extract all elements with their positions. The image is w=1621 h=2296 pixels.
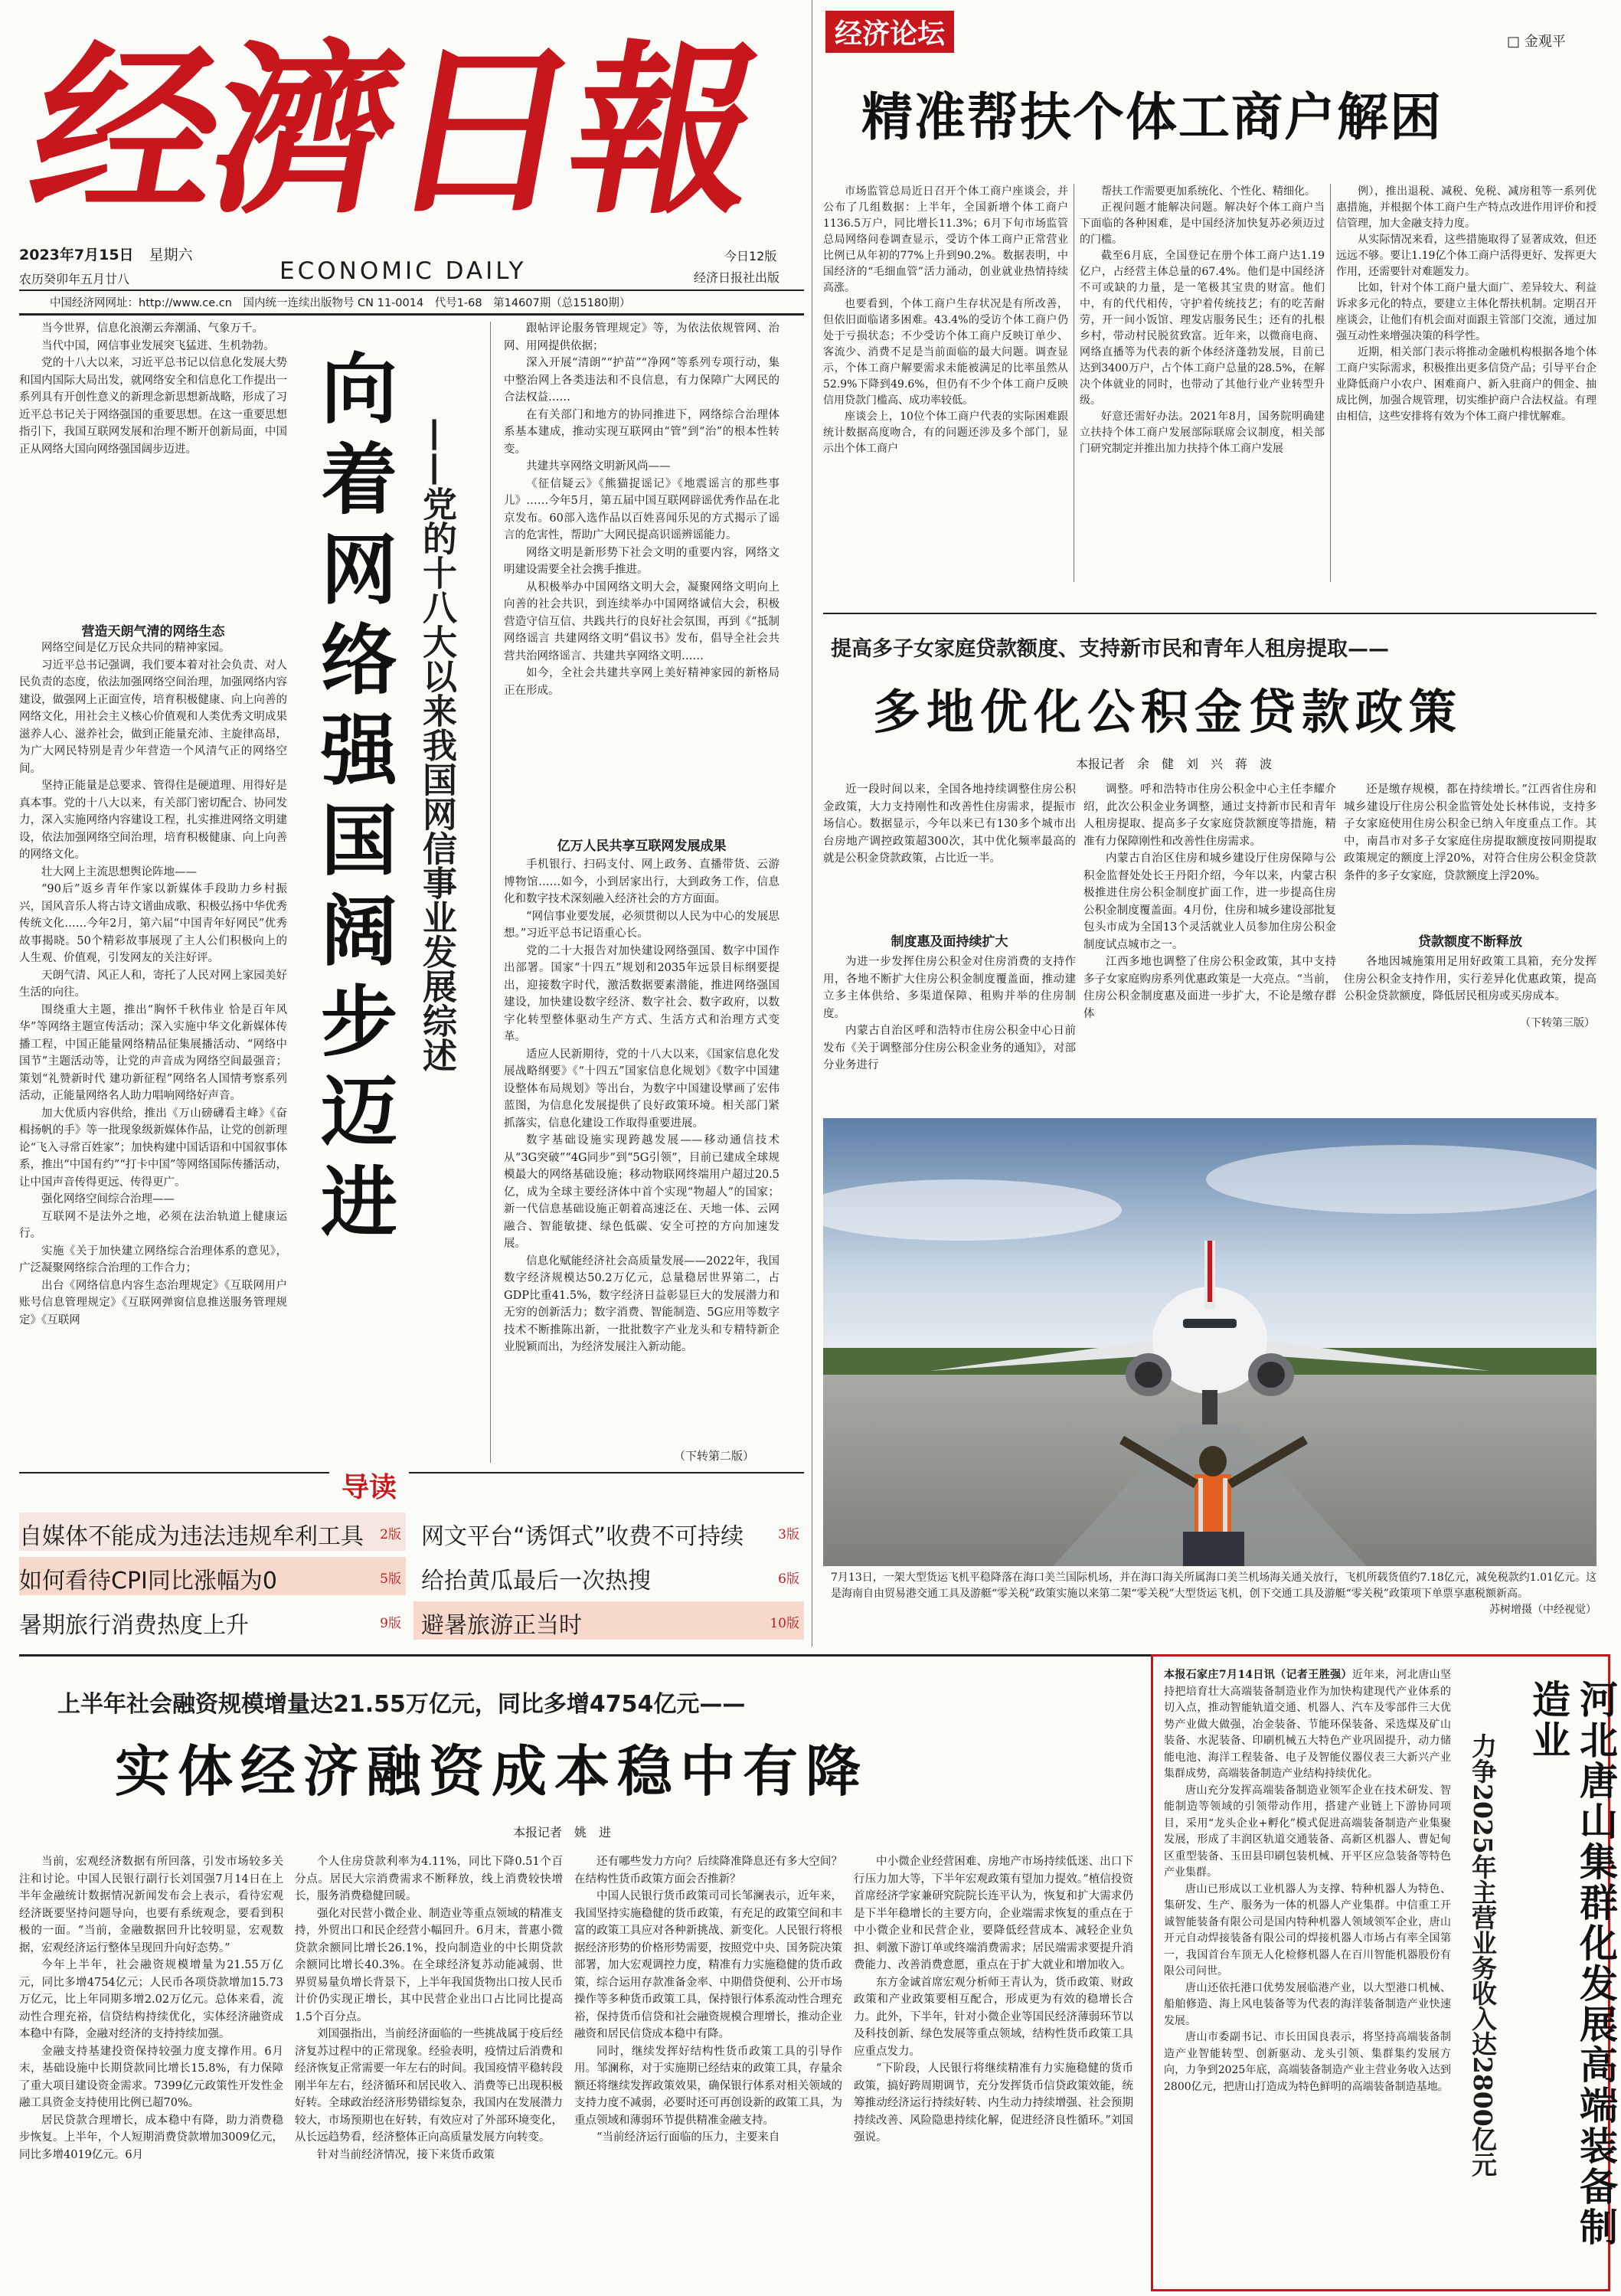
masthead-rule-top <box>19 289 804 291</box>
masthead-logo-art <box>19 8 815 226</box>
hebei-paragraph: 近年来，河北唐山坚持把培育壮大高端装备制造业作为加快构建现代产业体系的切入点，推动智能轨道交通、机器人、汽车及零部件三大优势产业做大做强，冶金装备、节能环保装备、采选煤及矿山装备、水泥装备、印刷机械五大特色产业巩固提升，动力储能电池、海洋工程装备、电子及智能仪器仪表三大新兴产业集群成势，高端装备制造产业结构持续优化。 <box>1164 1669 1451 1780</box>
forum-bottom-rule <box>823 613 1596 614</box>
paragraph: “当前经济运行面临的压力，主要来自 <box>596 2131 780 2144</box>
paragraph: 座谈会上，10位个体工商户代表的实际困难跟统计数据高度吻合，有的问题还涉及多个部门，显示出个体工商户 <box>823 410 1068 455</box>
masthead-logo-text: 经濟日報 <box>19 23 772 226</box>
finance-column-2 <box>295 1853 563 2290</box>
paragraph: 网络文明是新形势下社会文明的重要内容，网络文明建设需要全社会携手推进。 <box>504 546 779 576</box>
paragraph: 坚持正能量是总要求、管得住是硬道理、用得好是真本事。党的十八大以来，有关部门密切配合、协同发力，深入实施网络内容建设工程，扎实推进网络文明建设，依法加强网络空间治理，培育积极健康、向上向善的网络文化。 <box>19 780 287 861</box>
paragraph: 如今，全社会共建共享网上美好精神家园的新格局正在形成。 <box>504 667 779 697</box>
paragraph: 当今世界，信息化浪潮云奔潮涌、气象万千。 <box>41 322 263 335</box>
hebei-paragraph: 唐山已形成以工业机器人为支撑、特种机器人为特色、集研发、生产、服务为一体的机器人产业集群。中信重工开诚智能装备有限公司是国内特种机器人领域领军企业，唐山开元自动焊接装备有限公司的焊接机器人市场占有率全国第一，我国首台车顶无人化检修机器人在百川智能机器股份有限公司问世。 <box>1164 1882 1451 1977</box>
paragraph: 江西多地也调整了住房公积金政策，其中支持多子女家庭购房系列优惠政策是一大亮点。“当前，住房公积金制度惠及面进一步扩大，不论是缴存群体 <box>1083 956 1336 1020</box>
finance-column-4 <box>854 1853 1133 2290</box>
hebei-box <box>1151 1654 1618 2291</box>
finance-headline: 实体经济融资成本稳中有降 <box>115 1739 869 1804</box>
fund-column-3 <box>1344 781 1596 919</box>
guide-item-5[interactable] <box>19 1601 406 1640</box>
guide-item-page: 2版 <box>380 1527 401 1542</box>
fund-byline: 本报记者 余 健 刘 兴 蒋 波 <box>1076 757 1273 771</box>
masthead-pages: 今日12版 <box>724 249 777 263</box>
photo-credit: 苏树增摄（中经视觉） <box>1489 1604 1596 1616</box>
paragraph: “90后”返乡青年作家以新媒体手段助力乡村振兴，国风音乐人将古诗文谱曲成歌、积极弘扬中华优秀传统文化……今年2月，第六届“中国青年好网民”优秀故事揭晓。50个精彩故事展现了主人公们积极向上的人生观、价值观，引发网友的关注好评。 <box>19 883 287 964</box>
hebei-dateline: 本报石家庄7月14日讯（记者王胜强） <box>1164 1669 1352 1681</box>
paragraph: 中国人民银行货币政策司司长邹澜表示，近年来，我国坚持实施稳健的货币政策，有充足的政策空间和丰富的政策工具应对各种新挑战、新变化。人民银行将根据经济形势的价格形势需要，按照党中央、国务院决策部署，加大宏观调控力度，精准有力实施稳健的货币政策，综合运用存款准备金率、中期借贷便利、公开市场操作等多种货币政策工具，保持银行体系流动性合理充裕，保持货币信贷和社会融资规模合理增长，推动企业融资和居民信贷成本稳中有降。 <box>574 1890 842 2040</box>
paragraph: 居民贷款合理增长，成本稳中有降，助力消费稳步恢复。上半年，个人短期消费贷款增加3009亿元，同比多增4019亿元。6月 <box>19 2114 283 2161</box>
paragraph: 出台《网络信息内容生态治理规定》《互联网用户账号信息管理规定》《互联网弹窗信息推送服务管理规定》《互联网 <box>19 1279 287 1326</box>
guide-top-rule <box>19 1472 804 1473</box>
paragraph: 截至6月底，全国登记在册个体工商户达1.19亿户，占经营主体总量的67.4%。他们是中国经济不可或缺的力量，是一笔极其宝贵的财富。他们中，有的代代相传，守护着传统技艺；有的吃苦耐劳，开一间小饭馆、理发店服务民生；还有的扎根乡村，带动村民脱贫致富。近年来，以微商电商、网络直播等为代表的新个体经济蓬勃发展，目前已达到3400万户，占个体工商户总量的28.5%，在解决个体就业的同时，也带动了其他行业产业转型升级。 <box>1080 250 1325 407</box>
paragraph: 网络空间是亿万民众共同的精神家园。 <box>41 642 230 654</box>
paragraph: 互联网不是法外之地，必须在法治轨道上健康运行。 <box>19 1210 287 1240</box>
paragraph: 天朗气清、风正人和，寄托了人民对网上家园美好生活的向往。 <box>19 969 287 999</box>
guide-item-page: 5版 <box>380 1572 401 1587</box>
paragraph: 从实际情况来看，这些措施取得了显著成效，但还远远不够。要让1.19亿个体工商户活得更好、发挥更大作用，还需要针对难题发力。 <box>1336 234 1596 278</box>
network-column-2 <box>504 320 779 826</box>
finance-column-1 <box>19 1853 283 2290</box>
fund-column-1b <box>823 953 1076 1107</box>
paragraph: 当代中国，网信事业发展突飞猛进、生机勃勃。 <box>41 339 275 352</box>
paragraph: 加大优质内容供给，推出《万山磅礴看主峰》《奋楫扬帆的手》等一批现象级新媒体作品，让党的创新理论“飞入寻常百姓家”；加快构建中国话语和中国叙事体系，推出“中国有约”“打卡中国”等网络国际传播活动，让中国声音传得更远、传得更广。 <box>19 1107 287 1189</box>
paragraph: 围绕重大主题，推出“胸怀千秋伟业 恰是百年风华”等网络主题宣传活动；深入实施中华文化新媒体传播工程，中国正能量网络精品征集展播活动、“网络中国节”主题活动等，让党的声音成为网络空间最强音；策划“礼赞新时代 建功新征程”网络名人国情考察系列活动，正能量网络名人助力唱响网络好声音。 <box>19 1003 287 1102</box>
guide-title-text: 导读 <box>342 1472 397 1503</box>
finance-byline: 本报记者 姚 进 <box>513 1825 612 1840</box>
paragraph: 好意还需好办法。2021年8月，国务院明确建立扶持个体工商户发展部际联席会议制度，相关部门研究制定并推出加力扶持个体工商户发展 <box>1080 410 1325 455</box>
paragraph: 东方金诚首席宏观分析师王青认为，货币政策、财政政策和产业政策要相互配合，形成更为有效的稳增长合力。此外，下半年，针对小微企业等国民经济薄弱环节以及科技创新、绿色发展等重点领域，结构性货币政策工具应重点发力。 <box>854 1976 1133 2058</box>
paragraph: 近一段时间以来，全国各地持续调整住房公积金政策，大力支持刚性和改善性住房需求，提振市场信心。数据显示，今年以来已有130多个城市出台房地产调控政策超300次，其中优化频率最高的就是公积金贷款政策，占比近一半。 <box>823 783 1076 865</box>
paragraph: 还是缴存规模，都在持续增长。”江西省住房和城乡建设厅住房公积金监管处处长林伟说，支持多子女家庭使用住房公积金已纳入年度重点工作。其中，南昌市对多子女家庭住房提取额度按同期提取政策规定的额度上浮20%，对符合住房公积金贷款条件的多子女家庭，贷款额度上浮20%。 <box>1344 783 1596 882</box>
paragraph: 近期，相关部门表示将推动金融机构根据各地个体工商户实际需求，积极推出更多信贷产品；引导平台企业降低商户小农户、困难商户、新入驻商户的佣金、抽成比例，加强合规管理，切实维护商户合法权益。有理由相信，这些安排将有效为个体工商户排忧解难。 <box>1336 346 1596 423</box>
guide-title <box>329 1466 409 1505</box>
guide-item-text: 给抬黄瓜最后一次热搜 <box>421 1568 651 1594</box>
paragraph: “网信事业要发展，必须贯彻以人民为中心的发展思想。”习近平总书记语重心长。 <box>504 910 779 940</box>
paragraph: 内蒙古自治区呼和浩特市住房公积金中心日前发布《关于调整部分住房公积金业务的通知》，对部分业务进行 <box>823 1025 1076 1071</box>
hebei-paragraph: 唐山充分发挥高端装备制造业领军企业在技术研发、智能制造等领域的引领带动作用，搭建产业链上下游协同项目，采用“龙头企业+孵化”模式促进高端装备制造产业集聚发展，形成了丰润区轨道交通装备、高新区机器人、曹妃甸区重型装备、玉田县印刷包装机械、开平区应急装备等特色产业集群。 <box>1164 1784 1451 1879</box>
guide-item-page: 10版 <box>770 1616 799 1631</box>
finance-top-rule <box>19 1654 1152 1657</box>
forum-column-3 <box>1336 184 1596 597</box>
paragraph: 同时，继续发挥好结构性货币政策工具的引导作用。邹澜称，对于实施期已经结束的政策工具，存量余额还将继续发挥政策效果，确保银行体系对相关领域的支持力度不减弱，必要时还可再创设新的政策工具，为重点领域和薄弱环节提供精准金融支持。 <box>574 2045 842 2127</box>
forum-label <box>825 11 954 53</box>
fund-column-2 <box>1083 781 1336 1107</box>
paragraph: 党的二十大报告对加快建设网络强国、数字中国作出部署。国家“十四五”规划和2035年远景目标纲要提出，迎接数字时代，激活数据要素潜能，推进网络强国建设，加快建设数字经济、数字社会、数字政府，以数字化转型整体驱动生产方式、生活方式和治理方式变革。 <box>504 944 779 1043</box>
masthead-date-text: 2023年7月15日 <box>19 247 134 263</box>
paragraph: 为进一步发挥住房公积金对住房消费的支持作用，各地不断扩大住房公积金制度覆盖面，推动建立多主体供给、多渠道保障、租购并举的住房制度。 <box>823 956 1076 1020</box>
masthead-weekday: 星期六 <box>149 247 193 263</box>
hebei-title: 河北唐山集群化发展高端装备制造业 <box>1526 1679 1618 2248</box>
guide-item-page: 3版 <box>778 1527 799 1542</box>
network-subtitle: ——党的十八大以来我国网信事业发展综述 <box>417 417 457 1072</box>
masthead-rule-bottom <box>19 313 804 316</box>
paragraph: 个人住房贷款利率为4.11%，同比下降0.51个百分点。居民大宗消费需求不断释放，线上消费较快增长，服务消费稳健回暖。 <box>295 1856 563 1902</box>
paragraph: 中小微企业经营困难、房地产市场持续低迷、出口下行压力加大等，下半年宏观政策有望加力提效。”植信投资首席经济学家兼研究院院长连平认为，恢复和扩大需求仍是下半年稳增长的主要方向，企业端需求恢复的重点在于中小微企业和民营企业，要降低经营成本、减轻企业负担、刺激下游订单或终端消费需求；居民端需求要提升消费能力、改善消费意愿，重点在于扩大就业和增加收入。 <box>854 1856 1133 1971</box>
guide-item-6[interactable] <box>413 1601 804 1640</box>
paragraph: 针对当前经济情况，接下来货币政策 <box>317 2148 495 2161</box>
forum-headline: 精准帮扶个体工商户解困 <box>861 87 1443 147</box>
guide-item-text: 避暑旅游正当时 <box>421 1612 582 1639</box>
finance-kicker: 上半年社会融资规模增量达21.55万亿元，同比多增4754亿元—— <box>57 1691 746 1718</box>
paragraph: 实施《关于加快建立网络综合治理体系的意见》，广泛凝聚网络综合治理的工作合力； <box>19 1244 287 1274</box>
paragraph: 正视问题才能解决问题。解决好个体工商户当下面临的各种困难，是中国经济加快复苏必须迈过的门槛。 <box>1080 201 1325 246</box>
photo-airplane <box>823 1118 1596 1566</box>
paragraph: 党的十八大以来，习近平总书记以信息化发展大势和国内国际大局出发，就网络安全和信息化工作提出一系列具有开创性意义的新理念新思想新战略，形成了习近平总书记关于网络强国的重要思想。在这一重要思想指引下，我国互联网发展和治理不断开创新局面，中国正从网络大国向网络强国阔步迈进。 <box>19 357 287 456</box>
paragraph: 例），推出退税、减税、免税、减房租等一系列优惠措施，并根据个体工商户生产特点改进作用评价和授信管理，加大金融支持力度。 <box>1336 185 1596 230</box>
forum-author: □ 金观平 <box>1507 34 1566 50</box>
guide-item-4[interactable] <box>413 1557 804 1595</box>
paragraph: 也要看到，个体工商户生存状况是有所改善，但依旧面临诸多困难。43.4%的受访个体工商户仍处于亏损状态；不少受访个体工商户反映订单少、客流少、消费不足是当前面临的最大问题。调查显示，个体工商户解要需求未能被满足的比率虽然从52.9%下降到49.6%，但仍有不少个体工商户反映信用贷款门槛高、成功率较低。 <box>823 298 1068 407</box>
paragraph: 帮扶工作需要更加系统化、个性化、精细化。 <box>1101 185 1315 198</box>
finance-column-3 <box>574 1853 842 2290</box>
photo-caption <box>831 1570 1596 1618</box>
hebei-subtitle: 力争2025年主营业务收入达2800亿元 <box>1468 1733 1498 2177</box>
guide-item-text: 暑期旅行消费热度上升 <box>19 1612 249 1639</box>
masthead-lunar: 农历癸卯年五月廿八 <box>19 272 130 286</box>
paragraph: 数字基础设施实现跨越发展——移动通信技术从“3G突破”“4G同步”到“5G引领”，目前已建成全球规模最大的网络基础设施；移动物联网终端用户超过20.5亿，成为全球主要经济体中首个实现“物超人”的国家；新一代信息基础设施正朝着高速泛在、天地一体、云网融合、智能敏捷、绿色低碳、安全可控的方向加速发展。 <box>504 1134 779 1250</box>
guide-item-text: 自媒体不能成为违法违规牟利工具 <box>19 1523 364 1550</box>
network-column-1 <box>19 639 287 1463</box>
photo-caption-text: 7月13日，一架大型货运飞机平稳降落在海口美兰国际机场，并在海口海关所属海口美兰机场海关通关放行，飞机所载货值约7.18亿元，减免税款约1.01亿元。这是海南自由贸易港交通工具及游艇“零关税”政策实施以来第二架“零关税”大型货运飞机，创下交通工具及游艇“零关税”政策项下单票享惠税额新高。 <box>831 1572 1596 1600</box>
paragraph: 手机银行、扫码支付、网上政务、直播带货、云游博物馆……如今，小到居家出行，大到政务工作，信息化和数字技术深刻融入经济社会的方方面面。 <box>504 859 779 905</box>
fund-continued: （下转第三版） <box>1520 1017 1595 1029</box>
guide-grid <box>19 1513 804 1650</box>
hebei-paragraph: 唐山市委副书记、市长田国良表示，将坚持高端装备制造产业智能转型、创新驱动、龙头引领、集群集约发展方向，力争到2025年底，高端装备制造产业主营业务收入达到2800亿元，把唐山打造成为特色鲜明的高端装备制造基地。 <box>1164 2031 1451 2093</box>
paragraph: 调整。呼和浩特市住房公积金中心主任李耀介绍，此次公积金业务调整，通过支持新市民和青年人租房提取、提高多子女家庭贷款额度等措施，精准有力保障刚性和改善性住房需求。 <box>1083 783 1336 848</box>
paragraph: 金融支持基建投资保持较强力度支撑作用。6月末，基础设施中长期贷款同比增长15.8%，有力保障了重大项目建设资金需求。7399亿元政策性开发性金融工具资金支持使用比例已超70%。 <box>19 2045 283 2109</box>
network-title: 向着网络强国阔步迈进 <box>308 348 397 1252</box>
paragraph: 《征信疑云》《熊猫捉谣记》《地震谣言的那些事儿》……今年5月，第五届中国互联网辟谣优秀作品在北京发布。60部入选作品以百姓喜闻乐见的方式揭示了谣言的危害性，帮助广大网民提高识谣辨谣能力。 <box>504 477 779 541</box>
network-continued: （下转第二版） <box>674 1449 755 1463</box>
masthead-info-line: 中国经济网网址：http://www.ce.cn 国内统一连续出版物号 CN 11-0014 代号1-68 第14607期（总15180期） <box>50 297 631 309</box>
forum-label-text: 经济论坛 <box>835 18 946 50</box>
paragraph: 深入开展“清朗”“护苗”“净网”等系列专项行动，集中整治网上各类违法和不良信息，有力保障广大网民的合法权益…… <box>504 357 779 404</box>
fund-subhead-2: 贷款额度不断释放 <box>1418 934 1522 950</box>
guide-item-text: 网文平台“诱饵式”收费不可持续 <box>421 1523 744 1550</box>
guide-item-1[interactable] <box>19 1513 406 1551</box>
paragraph: 习近平总书记强调，我们要本着对社会负责、对人民负责的态度，依法加强网络空间治理，加强网络内容建设，做强网上正面宣传，培育积极健康、向上向善的网络文化，用社会主义核心价值观和人类优秀文明成果滋养人心、滋养社会，做到正能量充沛、主旋律高昂，为广大网民特别是青少年营造一个风清气正的网络空间。 <box>19 659 287 775</box>
paragraph: 比如，针对个体工商户量大面广、差异较大、利益诉求多元化的特点，要建立主体化帮扶机制。定期召开座谈会，让他们有机会面对面跟主管部门交流，通过加强互动性来增强决策的科学性。 <box>1336 282 1596 342</box>
paragraph: 壮大网上主流思想舆论阵地—— <box>41 865 197 878</box>
paragraph: 今年上半年，社会融资规模增量为21.55万亿元，同比多增4754亿元；人民币各项贷款增加15.73万亿元，比上年同期多增2.02万亿元。总体来看，流动性合理充裕，信贷结构持续优化，实体经济融资成本稳中有降，金融对经济的支持持续加强。 <box>19 1959 283 2040</box>
fund-column-1 <box>823 781 1076 919</box>
masthead-date <box>19 244 193 264</box>
paragraph: 信息化赋能经济社会高质量发展——2022年，我国数字经济规模达50.2万亿元，总量稳居世界第二，占GDP比重41.5%，数字经济日益彰显巨大的发展潜力和无穷的创新活力；数字消费、智能制造、5G应用等数字技术不断推陈出新，一批批数字产业龙头和专精特新企业脱颖而出，为经济发展注入新动能。 <box>504 1254 779 1353</box>
paragraph: 在有关部门和地方的协同推进下，网络综合治理体系基本建成，推动实现互联网由“管”到“治”的根本性转变。 <box>504 408 779 456</box>
network-lead <box>19 320 287 611</box>
guide-item-3[interactable] <box>19 1557 406 1595</box>
fund-subhead-1: 制度惠及面持续扩大 <box>891 934 1008 950</box>
paragraph: 还有哪些发力方向？后续降准降息还有多大空间？在结构性货币政策方面会否推新？ <box>574 1856 842 1886</box>
paragraph: 共建共享网络文明新风尚—— <box>526 460 671 473</box>
paragraph: 各地因城施策用足用好政策工具箱，充分发挥住房公积金支持作用，实行差异化优惠政策，提高公积金贷款额度，降低居民租房或买房成本。 <box>1344 956 1596 1002</box>
paragraph: 刘国强指出，当前经济面临的一些挑战属于疫后经济复苏过程中的正常现象。经验表明，疫情过后消费和经济恢复正常需要一年左右的时间。我国疫情平稳转段刚半年左右，经济循环和居民收入、消费等已出现积极好转。全球政治经济形势错综复杂，我国内在发展潜力较大，市场预期也在好转，有效应对了外部环境变化，从长远趋势看，经济整体正向高质量发展方向转变。 <box>295 2028 563 2144</box>
paragraph: 从积极举办中国网络文明大会，凝聚网络文明向上向善的社会共识，到连续举办中国网络诚信大会，积极营造守信互信、共践共行的良好社会氛围，再到《“抵制网络谣言 共建网络文明”倡议书》发布，倡导全社会共营共治网络谣言、共建共享网络文明…… <box>504 581 779 662</box>
masthead-english-name: ECONOMIC DAILY <box>279 257 527 285</box>
masthead-logo <box>19 8 815 226</box>
network-column-2b <box>504 856 779 1457</box>
network-section-1: 营造天朗气清的网络生态 <box>81 624 225 639</box>
fund-headline: 多地优化公积金贷款政策 <box>873 684 1463 740</box>
paragraph: “下阶段，人民银行将继续精准有力实施稳健的货币政策，搞好跨周期调节，充分发挥货币信贷政策效能，统筹推动经济运行持续好转、内生动力持续增强、社会预期持续改善、风险隐患持续化解，促进经济良性循环。”刘国强说。 <box>854 2062 1133 2144</box>
photo-airplane-art <box>823 1118 1596 1566</box>
guide-item-page: 9版 <box>380 1616 401 1631</box>
guide-item-page: 6版 <box>778 1572 799 1587</box>
hebei-body <box>1164 1667 1451 2280</box>
paragraph: 适应人民新期待，党的十八大以来，《国家信息化发展战略纲要》《“十四五”国家信息化规划》《数字中国建设整体布局规划》等出台，为数字中国建设擘画了宏伟蓝图，为信息化发展提供了良好政策环境。相关部门紧抓落实，信息化建设工作取得重要进展。 <box>504 1048 779 1130</box>
guide-item-2[interactable] <box>413 1513 804 1551</box>
forum-column-1 <box>823 184 1068 597</box>
network-divider <box>490 322 491 1463</box>
hebei-paragraph: 唐山还依托港口优势发展临港产业，以大型港口机械、船舶修造、海上风电装备等为代表的海洋装备制造产业快速发展。 <box>1164 1981 1451 2027</box>
network-section-2: 亿万人民共享互联网发展成果 <box>557 839 727 854</box>
paragraph: 跟帖评论服务管理规定》等，为依法依规管网、治网、用网提供依据； <box>504 322 779 352</box>
paragraph: 当前，宏观经济数据有所回落，引发市场较多关注和讨论。中国人民银行副行长刘国强7月14日在上半年金融统计数据情况新闻发布会上表示，看待宏观经济既要坚持问题导向，也要有系统观念，要看到积极的一面。“当前，金融数据回升比较明显，宏观数据，宏观经济运行整体呈现回升向好态势。” <box>19 1856 283 1954</box>
masthead-publisher: 经济日报社出版 <box>694 270 780 285</box>
paragraph: 强化对民营小微企业、制造业等重点领域的精准支持，外贸出口和民企经营小幅回升。6月末，普惠小微贷款余额同比增长26.1%，投向制造业的中长期贷款余额同比增长40.3%。在全球经济复苏动能减弱、世界贸易量负增长背景下，上半年我国货物出口按人民币计价仍实现正增长，其中民营企业出口占比同比提高1.5个百分点。 <box>295 1907 563 2023</box>
paragraph: 市场监管总局近日召开个体工商户座谈会，并公布了几组数据：上半年，全国新增个体工商户1136.5万户，同比增长11.3%；6月下旬市场监管总局网络问卷调查显示，受访个体工商户正常营业比例已从年初的77%上升到90.2%。数据表明，中国经济的“毛细血管”活力涌动，创业就业热情持续高涨。 <box>823 185 1068 294</box>
guide-item-text: 如何看待CPI同比涨幅为0 <box>19 1568 277 1594</box>
forum-divider-2 <box>1330 184 1331 582</box>
fund-kicker: 提高多子女家庭贷款额度、支持新市民和青年人租房提取—— <box>831 637 1389 661</box>
paragraph: 强化网络空间综合治理—— <box>41 1193 175 1205</box>
forum-column-2 <box>1080 184 1325 597</box>
paragraph: 内蒙古自治区住房和城乡建设厅住房保障与公积金监督处处长王丹阳介绍，今年以来，内蒙古积极推进住房公积金制度扩面工作，进一步提高住房公积金制度覆盖面。4月份，住房和城乡建设部批复包头市成为全国13个灵活就业人员参加住房公积金制度试点城市之一。 <box>1083 852 1336 951</box>
